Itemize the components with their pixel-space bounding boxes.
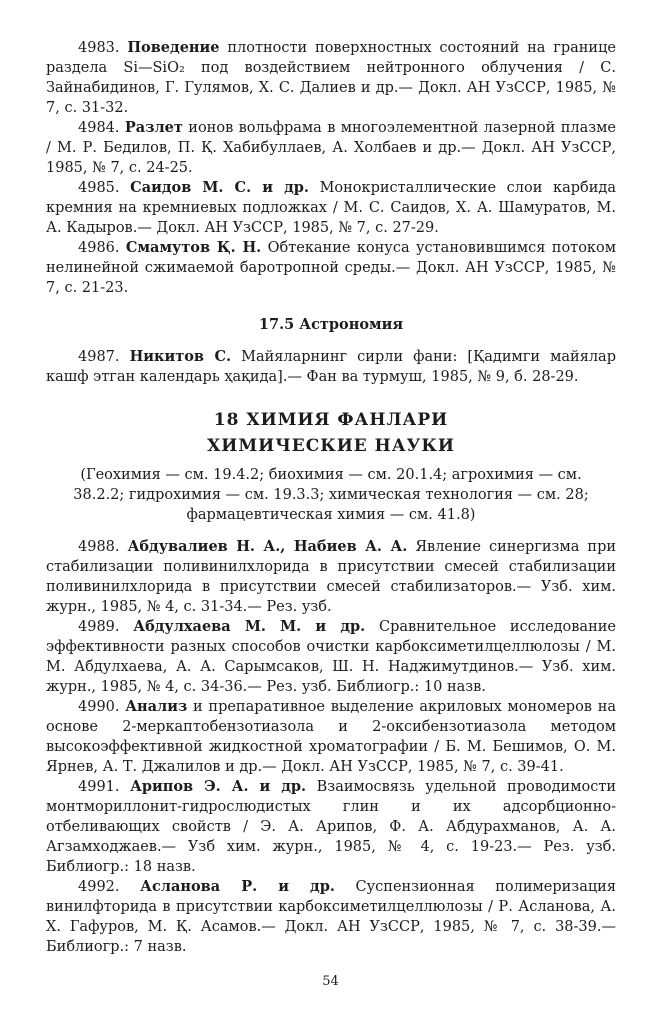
entry-author: Асланова Р. и др. (140, 878, 335, 895)
entry-text: и препаративное выделение акриловых мономеров на основе 2-меркаптобензотиазола и 2-оксибензотиазола методом высокоэффективной жидкостной хроматографии / Б. М. Бешимов, О. М. Ярнев, А. Т. Джалилов и др.— Докл. АН УзССР, 1985, № 7, с. 39-41. (46, 699, 616, 775)
entry-author: Абдулхаева М. М. и др. (133, 618, 366, 635)
entry-number: 4988. (78, 539, 120, 555)
page-number: 54 (322, 974, 339, 989)
entry-4988 (46, 537, 616, 617)
chapter-title-russian: ХИМИЧЕСКИЕ НАУКИ (207, 436, 455, 456)
entry-text: Майяларнинг сирли фани: [Қадимги майялар кашф этган календарь ҳақида].— Фан ва турмуш, 1985, № 9, б. 28-29. (46, 349, 616, 385)
entry-number: 4991. (78, 779, 120, 795)
entry-text: Монокристаллические слои карбида кремния на кремниевых подложках / М. С. Саидов, Х. А. Шамуратов, М. А. Кадыров.— Докл. АН УзССР, 1985, № 7, с. 27-29. (46, 180, 616, 236)
entry-number: 4989. (78, 619, 120, 635)
entry-author: Арипов Э. А. и др. (130, 778, 307, 795)
entry-text: Суспензионная полимеризация винилфторида в присутствии карбоксиметилцеллюлозы / Р. Асланова, А. Х. Гафуров, М. Қ. Асамов.— Докл. АН УзССР, 1985, № 7, с. 38-39.— Библиогр.: 7 назв. (46, 879, 616, 955)
entry-number: 4987. (78, 349, 120, 365)
page-content (46, 38, 616, 957)
entry-author: Никитов С. (129, 348, 232, 365)
entry-text: Сравнительное исследование эффективности разных способов очистки карбоксиметилцеллюлозы / М. М. Абдулхаева, А. А. Сарымсаков, Ш. Н. Наджимутдинов.— Узб. хим. журн., 1985, № 4, с. 34-36.— Рез. узб. Библиогр.: 10 назв. (46, 619, 616, 695)
entry-text: ионов вольфрама в многоэлементной лазерной плазме / М. Р. Бедилов, П. Қ. Хабибуллаев, А. Холбаев и др.— Докл. АН УзССР, 1985, № 7, с. 24-25. (46, 120, 616, 176)
entry-text: Взаимосвязь удельной проводимости монтмориллонит-гидрослюдистых глин и их адсорбционно-отбеливающих свойств / Э. А. Арипов, Ф. А. Абдурахманов, А. А. Агзамходжаев.— Узб хим. журн., 1985, № 4, с. 19-23.— Рез. узб. Библиогр.: 18 назв. (46, 779, 617, 875)
entry-4985 (46, 178, 616, 238)
entry-number: 4986. (78, 240, 120, 256)
entry-author: Смамутов Қ. Н. (125, 239, 262, 256)
entry-4990 (46, 697, 616, 777)
entry-number: 4984. (78, 120, 120, 136)
section-heading-astronomy: 17.5 Астрономия (258, 316, 404, 333)
entry-number: 4983. (78, 40, 120, 56)
entries-chemistry (46, 537, 616, 957)
entry-4989 (46, 617, 616, 697)
entry-number: 4990. (78, 699, 120, 715)
entry-4983 (46, 38, 616, 118)
entries-astronomy (46, 347, 616, 387)
entry-text: Явление синергизма при стабилизации поливинилхлорида в присутствии смесей стабилизации поливинилхлорида в присутствии смесей стабилизаторов.— Узб. хим. журн., 1985, № 4, с. 31-34.— Рез. узб. (46, 539, 617, 615)
entry-4987 (46, 347, 616, 387)
entry-author: Абдувалиев Н. А., Набиев А. А. (127, 538, 408, 555)
entry-text: Обтекание конуса установившимся потоком нелинейной сжимаемой баротропной среды.— Докл. АН УзССР, 1985, № 7, с. 21-23. (46, 240, 616, 296)
entry-4991 (46, 777, 616, 877)
entry-author: Саидов М. С. и др. (130, 179, 309, 196)
entry-author: Поведение (127, 39, 220, 56)
chapter-title-uzbek: 18 ХИМИЯ ФАНЛАРИ (213, 410, 449, 430)
entry-number: 4985. (78, 180, 120, 196)
entry-4986 (46, 238, 616, 298)
chapter-title (46, 407, 616, 459)
entries-physics (46, 38, 616, 298)
cross-references: (Геохимия — см. 19.4.2; биохимия — см. 20.1.4; агрохимия — см. 38.2.2; гидрохимия — см. 19.3.3; химическая технология — см. 28; фармацевтическая химия — см. 41.8) (73, 467, 589, 523)
entry-author: Разлет (124, 119, 183, 136)
entry-author: Анализ (125, 698, 188, 715)
entry-number: 4992. (78, 879, 120, 895)
entry-4984 (46, 118, 616, 178)
entry-4992 (46, 877, 616, 957)
entry-text: плотности поверхностных состояний на границе раздела Si—SiO₂ под воздействием нейтронного облучения / С. Зайнабидинов, Г. Гулямов, Х. С. Далиев и др.— Докл. АН УзССР, 1985, № 7, с. 31-32. (46, 40, 616, 116)
